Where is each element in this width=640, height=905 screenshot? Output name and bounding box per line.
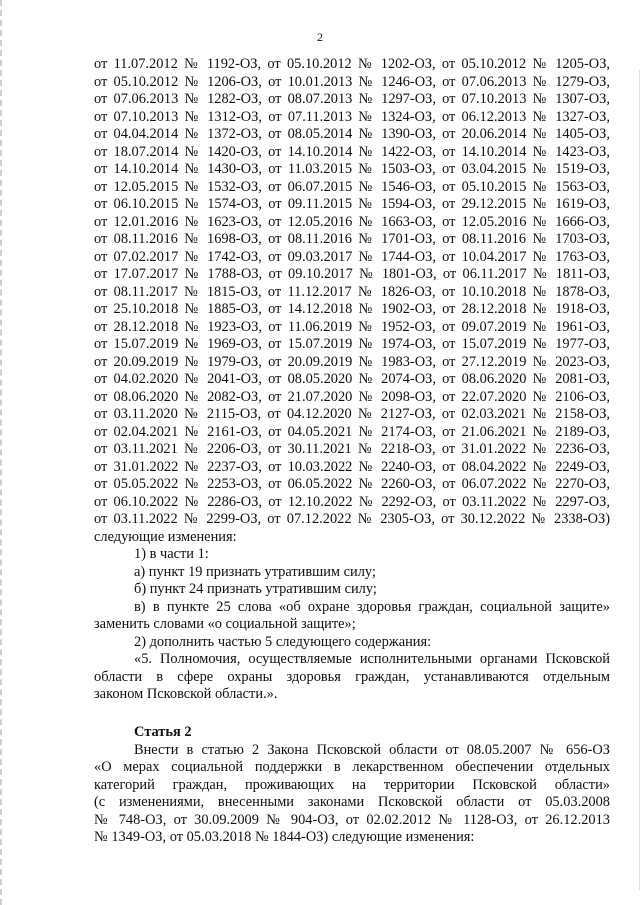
amendment-line: от 02.04.2021 № 2161-ОЗ, от 04.05.2021 № 2174-ОЗ, от 21.06.2021 № 2189-ОЗ, (94, 423, 610, 440)
amendment-line: от 11.07.2012 № 1192-ОЗ, от 05.10.2012 № 1202-ОЗ, от 05.10.2012 № 1205-ОЗ, (94, 56, 610, 72)
amendment-line: от 06.10.2022 № 2286-ОЗ, от 12.10.2022 № 2292-ОЗ, от 03.11.2022 № 2297-ОЗ, (94, 493, 610, 510)
item-1b: б) пункт 24 признать утратившим силу; (134, 581, 377, 597)
amendment-line: от 12.05.2015 № 1532-ОЗ, от 06.07.2015 № 1546-ОЗ, от 05.10.2015 № 1563-ОЗ, (94, 178, 610, 195)
article-2-line: Внести в статью 2 Закона Псковской области от 08.05.2007 № 656-ОЗ (134, 741, 610, 758)
amendment-line: от 31.01.2022 № 2237-ОЗ, от 10.03.2022 № 2240-ОЗ, от 08.04.2022 № 2249-ОЗ, (94, 458, 610, 475)
article-2-line: № 748-ОЗ, от 30.09.2009 № 904-ОЗ, от 02.02.2012 № 1128-ОЗ, от 26.12.2013 (94, 811, 610, 828)
article-2-text (94, 742, 610, 830)
amendment-line: от 03.11.2020 № 2115-ОЗ, от 04.12.2020 № 2127-ОЗ, от 02.03.2021 № 2158-ОЗ, (94, 406, 610, 422)
amendment-line: от 07.10.2013 № 1312-ОЗ, от 07.11.2013 № 1324-ОЗ, от 06.12.2013 № 1327-ОЗ, (94, 108, 610, 125)
item-1: 1) в части 1: (134, 546, 209, 562)
amendment-line: от 15.07.2019 № 1969-ОЗ, от 15.07.2019 № 1974-ОЗ, от 15.07.2019 № 1977-ОЗ, (94, 336, 610, 352)
amendment-line: от 06.10.2015 № 1574-ОЗ, от 09.11.2015 № 1594-ОЗ, от 29.12.2015 № 1619-ОЗ, (94, 196, 610, 212)
article-2-last-line: № 1349-ОЗ, от 05.03.2018 № 1844-ОЗ) следующие изменения: (94, 829, 475, 845)
article-2-line: категорий граждан, проживающих на территории Псковской области» (94, 776, 610, 793)
amendment-line: от 03.11.2022 № 2299-ОЗ, от 07.12.2022 № 2305-ОЗ, от 30.12.2022 № 2338-ОЗ) (94, 511, 610, 527)
item-1c-line-1: в) в пункте 25 слова «об охране здоровья граждан, социальной защите» (134, 598, 610, 615)
amendment-list (94, 56, 610, 529)
amendment-line: от 07.06.2013 № 1282-ОЗ, от 08.07.2013 № 1297-ОЗ, от 07.10.2013 № 1307-ОЗ, (94, 91, 610, 107)
scan-edge-mark (636, 70, 640, 890)
amendment-line: от 05.10.2012 № 1206-ОЗ, от 10.01.2013 № 1246-ОЗ, от 07.06.2013 № 1279-ОЗ, (94, 73, 610, 90)
amendment-line: от 25.10.2018 № 1885-ОЗ, от 14.12.2018 № 1902-ОЗ, от 28.12.2018 № 1918-ОЗ, (94, 301, 610, 317)
article-2-title: Статья 2 (134, 723, 192, 740)
item-2: 2) дополнить частью 5 следующего содержания: (134, 633, 432, 650)
amendment-line: от 18.07.2014 № 1420-ОЗ, от 14.10.2014 № 1422-ОЗ, от 14.10.2014 № 1423-ОЗ, (94, 143, 610, 160)
amendment-line: от 08.11.2016 № 1698-ОЗ, от 08.11.2016 № 1701-ОЗ, от 08.11.2016 № 1703-ОЗ, (94, 231, 610, 247)
amendment-line: от 04.04.2014 № 1372-ОЗ, от 08.05.2014 № 1390-ОЗ, от 20.06.2014 № 1405-ОЗ, (94, 126, 610, 142)
amendment-line: от 08.11.2017 № 1815-ОЗ, от 11.12.2017 № 1826-ОЗ, от 10.10.2018 № 1878-ОЗ, (94, 283, 610, 300)
amendment-line: от 03.11.2021 № 2206-ОЗ, от 30.11.2021 № 2218-ОЗ, от 31.01.2022 № 2236-ОЗ, (94, 441, 610, 457)
document-body (94, 56, 610, 847)
amendment-line: от 07.02.2017 № 1742-ОЗ, от 09.03.2017 № 1744-ОЗ, от 10.04.2017 № 1763-ОЗ, (94, 248, 610, 265)
amendment-line: от 17.07.2017 № 1788-ОЗ, от 09.10.2017 № 1801-ОЗ, от 06.11.2017 № 1811-ОЗ, (94, 266, 610, 282)
amendment-line: от 20.09.2019 № 1979-ОЗ, от 20.09.2019 № 1983-ОЗ, от 27.12.2019 № 2023-ОЗ, (94, 353, 610, 370)
amendment-line: от 08.06.2020 № 2082-ОЗ, от 21.07.2020 № 2098-ОЗ, от 22.07.2020 № 2106-ОЗ, (94, 388, 610, 405)
amendment-line: от 28.12.2018 № 1923-ОЗ, от 11.06.2019 № 1952-ОЗ, от 09.07.2019 № 1961-ОЗ, (94, 318, 610, 335)
item-1a: а) пункт 19 признать утратившим силу; (134, 563, 376, 580)
quote-line-1: «5. Полномочия, осуществляемые исполнительными органами Псковской (134, 651, 610, 667)
amendment-line: от 05.05.2022 № 2253-ОЗ, от 06.05.2022 № 2260-ОЗ, от 06.07.2022 № 2270-ОЗ, (94, 476, 610, 492)
quote-line-2: области в сфере охраны здоровья граждан, устанавливаются отдельным (94, 668, 610, 685)
article-2-line: (с изменениями, внесенными законами Псковской области от 05.03.2008 (94, 794, 610, 810)
amendment-line: от 12.01.2016 № 1623-ОЗ, от 12.05.2016 № 1663-ОЗ, от 12.05.2016 № 1666-ОЗ, (94, 213, 610, 230)
changes-intro: следующие изменения: (94, 528, 237, 545)
page-number: 2 (317, 30, 323, 44)
item-1c-line-2: заменить словами «о социальной защите»; (94, 616, 356, 632)
scan-margin-mark (0, 0, 6, 905)
amendment-line: от 04.02.2020 № 2041-ОЗ, от 08.05.2020 № 2074-ОЗ, от 08.06.2020 № 2081-ОЗ, (94, 371, 610, 387)
article-2-line: «О мерах социальной поддержки в лекарственном обеспечении отдельных (94, 759, 610, 775)
amendment-line: от 14.10.2014 № 1430-ОЗ, от 11.03.2015 № 1503-ОЗ, от 03.04.2015 № 1519-ОЗ, (94, 161, 610, 177)
quote-line-3: законом Псковской области.». (94, 686, 278, 702)
